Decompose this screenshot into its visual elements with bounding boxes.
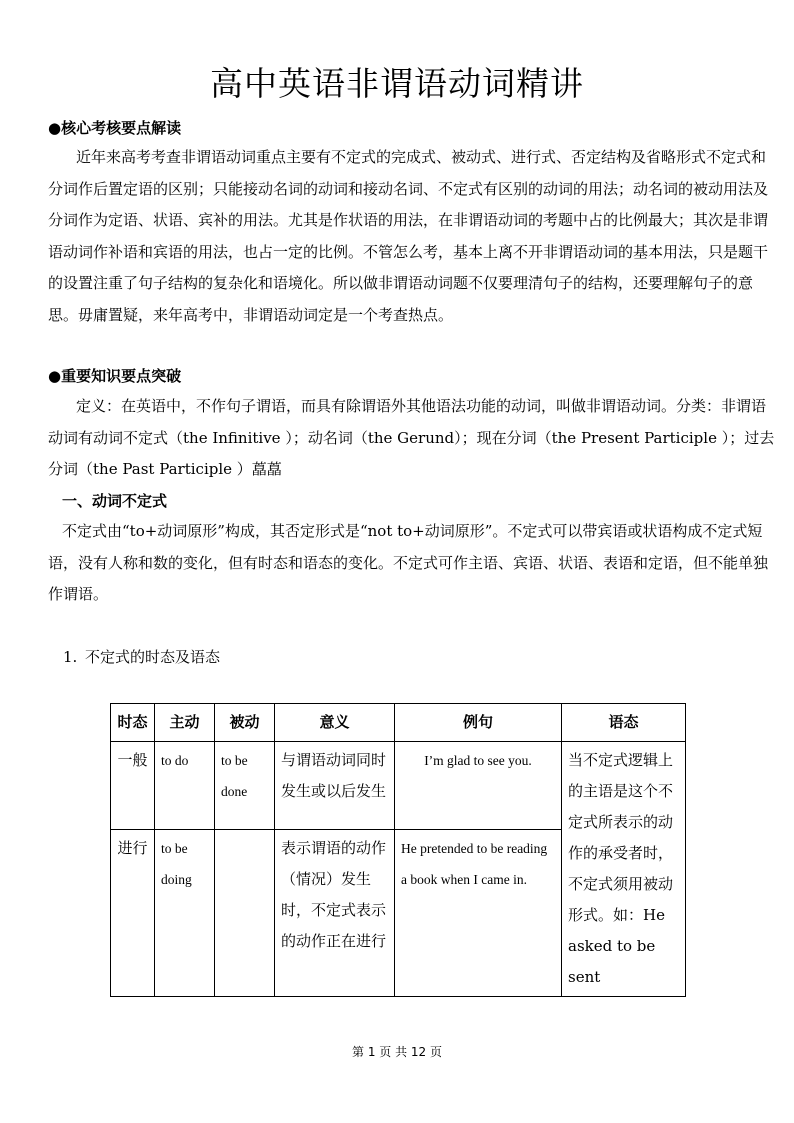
cell-passive: [215, 829, 275, 996]
cell-example: I’m glad to see you.: [395, 742, 562, 830]
cell-active: to be doing: [155, 829, 215, 996]
table-row: [111, 742, 686, 830]
header-passive: 被动: [215, 704, 275, 742]
section-paragraph-key-points: 近年来高考考查非谓语动词重点主要有不定式的完成式、被动式、进行式、否定结构及省略形式不定式和分词作后置定语的区别；只能接动名词的动词和接动名词、不定式有区别的动词的用法；动名词的被动用法及分词作为定语、状语、宾补的用法。尤其是作状语的用法，在非谓语动词的考题中占的比例最大；其次是非谓语动词作补语和宾语的用法，也占一定的比例。不管怎么考，基本上离不开非谓语动词的基本用法，只是题干的设置注重了句子结构的复杂化和语境化。所以做非谓语动词题不仅要理清句子的结构，还要理解句子的意思。毋庸置疑，来年高考中，非谓语动词定是一个考查热点。: [48, 148, 769, 324]
cell-tense: 一般: [111, 742, 155, 830]
list-number: 1.: [63, 648, 78, 666]
cell-example: He pretended to be reading a book when I came in.: [395, 829, 562, 996]
cell-voice-note: 当不定式逻辑上的主语是这个不定式所表示的动作的承受者时，不定式须用被动形式。如：He asked to be sent: [562, 742, 686, 997]
cell-tense: 进行: [111, 829, 155, 996]
list-item-tense-voice: [63, 646, 220, 667]
infinitive-tense-table: [110, 703, 686, 997]
cell-meaning: 表示谓语的动作（情况）发生时，不定式表示的动作正在进行: [275, 829, 395, 996]
cell-active: to do: [155, 742, 215, 830]
part-paragraph-infinitive: 不定式由“to+动词原形”构成，其否定形式是“not to+动词原形”。不定式可以带宾语或状语构成不定式短语，没有人称和数的变化，但有时态和语态的变化。不定式可作主语、宾语、状语、表语和定语，但不能单独作谓语。: [48, 522, 769, 603]
header-active: 主动: [155, 704, 215, 742]
document-title: 高中英语非谓语动词精讲: [210, 64, 584, 103]
list-label: 不定式的时态及语态: [85, 648, 221, 666]
section-heading-key-points: ●核心考核要点解读: [48, 119, 182, 137]
section-paragraph-definition: 定义：在英语中，不作句子谓语，而具有除谓语外其他语法功能的动词，叫做非谓语动词。分类：非谓语动词有动词不定式（the Infinitive ）；动名词（the Gerund）；现在分词（the Present Participle ）；过去分词（the Past Participle ）藠藠: [48, 397, 775, 478]
table-header-row: [111, 704, 686, 742]
part-heading-infinitive: 一、动词不定式: [62, 492, 168, 510]
section-heading-knowledge: ●重要知识要点突破: [48, 367, 182, 385]
header-example: 例句: [395, 704, 562, 742]
header-tense: 时态: [111, 704, 155, 742]
page-footer: 第 1 页 共 12 页: [352, 1045, 442, 1059]
cell-meaning: 与谓语动词同时发生或以后发生: [275, 742, 395, 830]
header-meaning: 意义: [275, 704, 395, 742]
cell-passive: to be done: [215, 742, 275, 830]
header-voice: 语态: [562, 704, 686, 742]
